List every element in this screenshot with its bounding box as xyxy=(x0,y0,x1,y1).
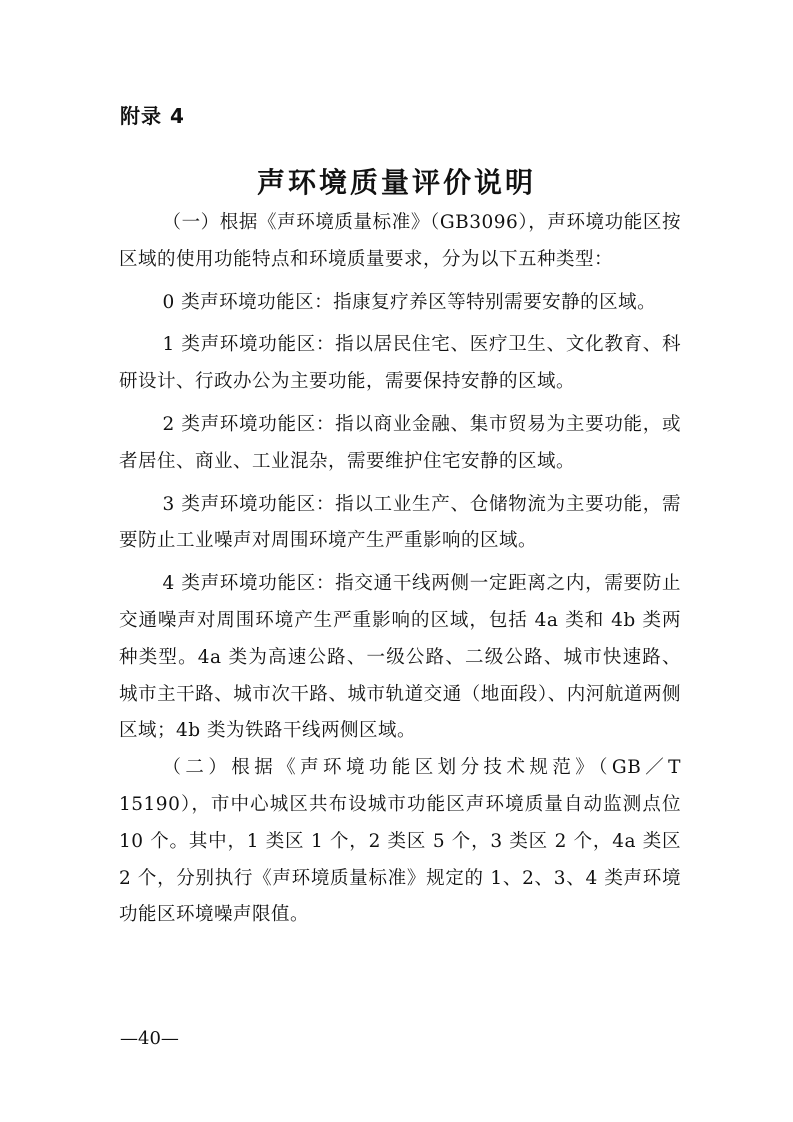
paragraph-standard-intro: （一）根据《声环境质量标准》（GB3096），声环境功能区按区域的使用功能特点和环境质量要求，分为以下五种类型： xyxy=(119,212,681,270)
paragraph-class-3: 3 类声环境功能区：指以工业生产、仓储物流为主要功能，需要防止工业噪声对周围环境产生严重影响的区域。 xyxy=(119,493,681,552)
paragraph-class-4: 4 类声环境功能区：指交通干线两侧一定距离之内，需要防止交通噪声对周围环境产生严重影响的区域，包括 4a 类和 4b 类两种类型。4a 类为高速公路、一级公路、二级公路、城市快速路、城市主干路、城市次干路、城市轨道交通（地面段）、内河航道两侧区域；4b 类为铁路干线两侧区域。 xyxy=(119,573,681,742)
paragraph-class-2: 2 类声环境功能区：指以商业金融、集市贸易为主要功能，或者居住、商业、工业混杂，需要维护住宅安静的区域。 xyxy=(119,413,681,472)
appendix-label: 附录 4 xyxy=(120,104,185,128)
paragraph-monitoring-points: （二）根据《声环境功能区划分技术规范》（GB／T 15190），市中心城区共布设城市功能区声环境质量自动监测点位 10 个。其中，1 类区 1 个，2 类区 5 个，3 类区 2 个，4a 类区 2 个，分别执行《声环境质量标准》规定的 1、2、3、4 类声环境功能区环境噪声限值。 xyxy=(119,757,681,926)
paragraph-class-1: 1 类声环境功能区：指以居民住宅、医疗卫生、文化教育、科研设计、行政办公为主要功能，需要保持安静的区域。 xyxy=(119,334,681,393)
document-title: 声环境质量评价说明 xyxy=(256,166,536,199)
page-number: —40— xyxy=(120,1028,179,1049)
paragraph-class-0: 0 类声环境功能区：指康复疗养区等特别需要安静的区域。 xyxy=(162,291,657,313)
document-body xyxy=(119,205,681,934)
